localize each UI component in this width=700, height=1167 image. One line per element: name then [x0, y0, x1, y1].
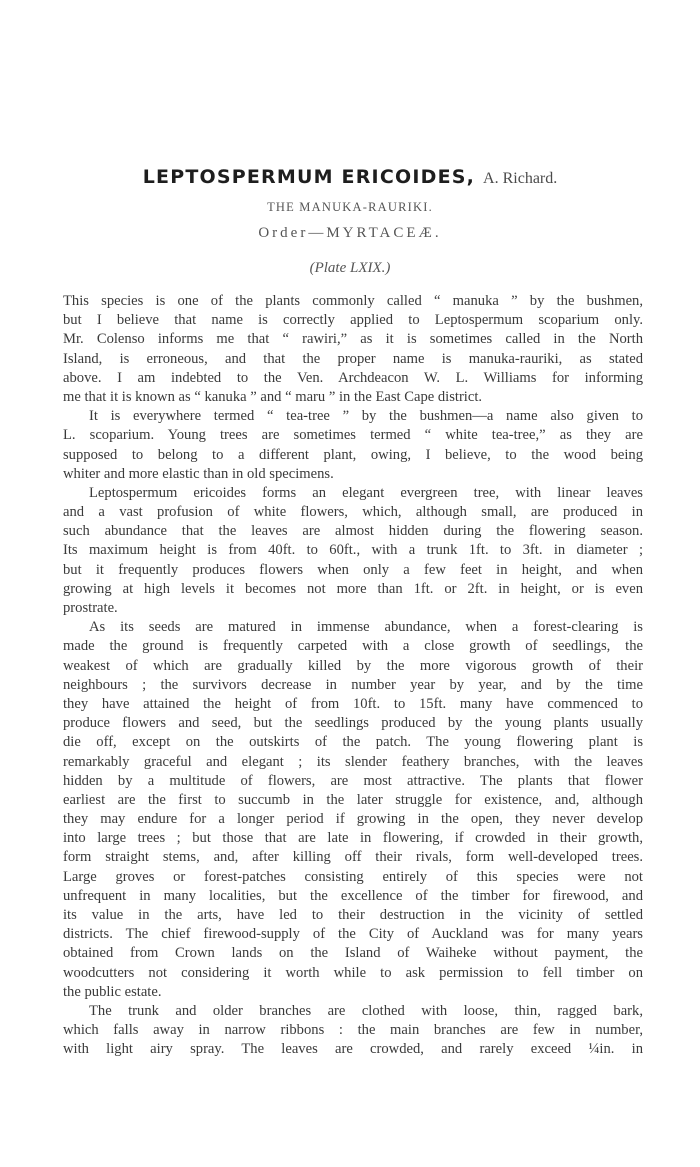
text-line: but it frequently produces flowers when only a few feet in height, and when	[63, 561, 643, 578]
text-line: woodcutters not considering it worth while to ask permission to fell timber on	[63, 964, 643, 981]
text-line: above. I am indebted to the Ven. Archdeacon W. L. Williams for informing	[63, 369, 643, 386]
species-title: LEPTOSPERMUM ERICOIDES,	[142, 166, 476, 188]
text-line: they may endure for a longer period if growing in the open, they never develop	[63, 811, 643, 828]
text-line: die off, except on the outskirts of the patch. The young flowering plant is	[63, 734, 643, 751]
common-name: THE MANUKA-RAURIKI.	[267, 200, 433, 214]
order-line: Order—MYRTACEÆ.	[258, 225, 442, 241]
text-line: me that it is known as “ kanuka ” and “ maru ” in the East Cape district.	[63, 388, 483, 405]
text-line: Leptospermum ericoides forms an elegant evergreen tree, with linear leaves	[89, 484, 643, 501]
text-line: obtained from Crown lands on the Island of Waiheke without payment, the	[63, 945, 643, 962]
text-line: remarkably graceful and elegant ; its slender feathery branches, with the leaves	[63, 753, 643, 770]
text-line: its value in the arts, have led to their destruction in the vicinity of settled	[63, 907, 643, 923]
text-line: L. scoparium. Young trees are sometimes termed “ white tea-tree,” as they are	[63, 427, 643, 444]
text-line: the public estate.	[63, 983, 162, 1000]
text-line: produce flowers and seed, but the seedlings produced by the young plants usually	[63, 715, 643, 732]
text-line: This species is one of the plants commonly called “ manuka ” by the bushmen,	[63, 293, 643, 309]
text-line: made the ground is frequently carpeted with a close growth of seedlings, the	[63, 638, 643, 655]
text-line: earliest are the first to succumb in the later struggle for existence, and, although	[63, 791, 643, 808]
text-line: prostrate.	[63, 600, 118, 616]
text-line: form straight stems, and, after killing off their rivals, form well-developed trees.	[63, 849, 643, 866]
text-line: with light airy spray. The leaves are crowded, and rarely exceed ¼in. in	[63, 1041, 643, 1058]
text-line: hidden by a multitude of flowers, are most attractive. The plants that flower	[63, 772, 643, 789]
body-text	[63, 292, 643, 1060]
text-line: It is everywhere termed “ tea-tree ” by the bushmen—a name also given to	[89, 408, 643, 425]
text-line: such abundance that the leaves are almost hidden during the flowering season.	[63, 523, 643, 540]
text-line: but I believe that name is correctly applied to Leptospermum scoparium only.	[63, 312, 643, 329]
title-line	[0, 166, 700, 188]
text-line: growing at high levels it becomes not more than 1ft. or 2ft. in height, or is even	[63, 580, 643, 597]
plate-reference: (Plate LXIX.)	[309, 260, 391, 276]
text-line: into large trees ; but those that are late in flowering, if crowded in their growth,	[63, 830, 643, 847]
text-line: As its seeds are matured in immense abundance, when a forest-clearing is	[89, 619, 643, 636]
text-line: The trunk and older branches are clothed with loose, thin, ragged bark,	[89, 1002, 643, 1019]
text-line: whiter and more elastic than in old specimens.	[63, 465, 334, 482]
text-line: and a vast profusion of white flowers, which, although small, are produced in	[63, 504, 643, 521]
text-line: which falls away in narrow ribbons : the main branches are few in number,	[63, 1022, 643, 1039]
species-author: A. Richard.	[483, 170, 558, 187]
text-line: unfrequent in many localities, but the excellence of the timber for firewood, and	[63, 887, 643, 904]
text-line: weakest of which are gradually killed by the more vigorous growth of their	[63, 657, 643, 674]
text-line: neighbours ; the survivors decrease in number year by year, and by the time	[63, 676, 643, 693]
text-line: Mr. Colenso informs me that “ rawiri,” as it is sometimes called in the North	[63, 331, 643, 348]
text-line: they have attained the height of from 10ft. to 15ft. many have commenced to	[63, 695, 643, 712]
text-line: supposed to belong to a different plant, owing, I believe, to the wood being	[63, 446, 643, 463]
text-line: districts. The chief firewood-supply of the City of Auckland was for many years	[63, 926, 643, 943]
text-line: Large groves or forest-patches consisting entirely of this species were not	[63, 868, 643, 885]
text-line: Its maximum height is from 40ft. to 60ft., with a trunk 1ft. to 3ft. in diameter ;	[63, 542, 643, 559]
text-line: Island, is erroneous, and that the proper name is manuka-rauriki, as stated	[63, 350, 643, 367]
